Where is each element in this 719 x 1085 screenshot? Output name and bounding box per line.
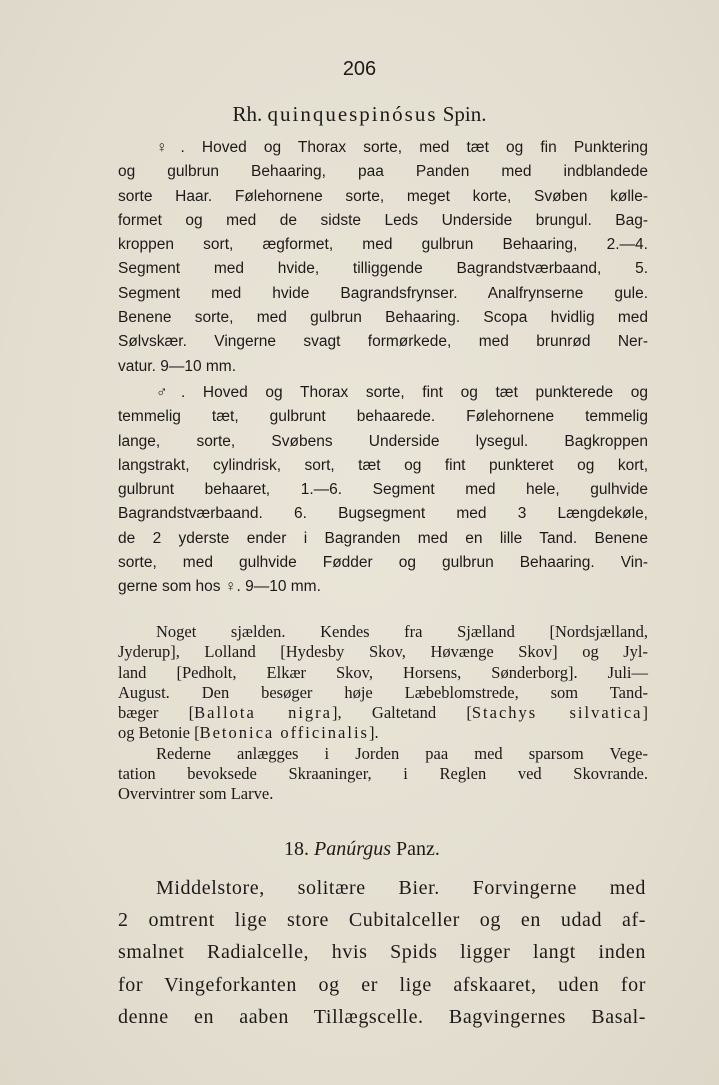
species-genus-abbrev: Rh. — [232, 102, 263, 126]
nesting-line: Overvintrer som Larve. — [118, 784, 274, 804]
page-number: 206 — [342, 58, 377, 80]
species-author: Spin. — [442, 102, 487, 126]
distribution-line: land [Pedholt, Elkær Skov, Horsens, Sønderborg]. Juli— — [118, 662, 648, 682]
plant-name-stachys: Stachys silvatica — [471, 703, 643, 723]
text-fragment: ], Galtetand [ — [332, 703, 472, 723]
text-fragment: og Betonie [ — [118, 723, 200, 743]
female-line: sorte Haar. Følehornene sorte, meget korte, Svøben kølle- — [118, 187, 648, 205]
genus-description-line: smalnet Radialcelle, hvis Spids ligger langt inden — [118, 941, 646, 964]
female-description — [118, 136, 648, 379]
male-line: langstrakt, cylindrisk, sort, tæt og fint punkteret og kort, — [118, 456, 648, 474]
plant-name-ballota: Ballota nigra — [194, 703, 332, 723]
plant-name-betonica: Betonica officinalis — [199, 723, 369, 743]
female-line: Benene sorte, med gulbrun Behaaring. Scopa hvidlig med — [118, 309, 648, 327]
text-fragment: bæger [ — [118, 703, 195, 723]
distribution-line — [118, 723, 648, 743]
male-line: ♂. Hoved og Thorax sorte, fint og tæt punkterede og — [156, 384, 648, 401]
text-fragment: ]. — [368, 723, 379, 743]
female-line: Segment med hvide, tilliggende Bagrandstværbaand, 5. — [118, 260, 648, 278]
genus-heading — [284, 838, 440, 861]
genus-description-line: for Vingeforkanten og er lige afskaaret, uden for — [118, 973, 646, 996]
female-line: kroppen sort, ægformet, med gulbrun Behaaring, 2.—4. — [118, 236, 648, 254]
genus-description-line: Middelstore, solitære Bier. Forvingerne med — [156, 877, 646, 899]
genus-description-line: denne en aaben Tillægscelle. Bagvingernes Basal- — [118, 1005, 646, 1028]
male-line: sorte, med gulhvide Fødder og gulbrun Behaaring. Vin- — [118, 554, 648, 572]
nesting-line: Rederne anlægges i Jorden paa med sparsom Vege- — [156, 743, 648, 763]
genus-description-line: 2 omtrent lige store Cubitalceller og en udad af- — [118, 909, 646, 932]
genus-number: 18. — [284, 838, 309, 860]
genus-author: Panz. — [396, 838, 440, 860]
distribution-line: Jyderup], Lolland [Hydesby Skov, Høvænge Skov] og Jyl- — [118, 642, 648, 662]
female-line: Segment med hvide Bagrandsfrynser. Analfrynserne gule. — [118, 284, 648, 302]
male-line: gerne som hos ♀. 9—10 mm. — [118, 578, 321, 596]
female-line: vatur. 9—10 mm. — [118, 357, 237, 375]
species-heading — [0, 102, 719, 127]
male-line: gulbrunt behaaret, 1.—6. Segment med hele, gulhvide — [118, 481, 648, 499]
female-line: og gulbrun Behaaring, paa Panden med indblandede — [118, 163, 648, 181]
species-epithet: quinquespinósus — [267, 102, 438, 126]
male-line: Bagrandstværbaand. 6. Bugsegment med 3 Længdekøle, — [118, 505, 648, 523]
male-line: lange, sorte, Svøbens Underside lysegul. Bagkroppen — [118, 432, 648, 450]
distribution-note — [118, 622, 648, 805]
male-line: de 2 yderste ender i Bagranden med en lille Tand. Benene — [118, 529, 648, 547]
male-description — [118, 381, 648, 600]
distribution-line: Noget sjælden. Kendes fra Sjælland [Nordsjælland, — [156, 622, 648, 641]
distribution-line: August. Den besøger høje Læbeblomstrede, som Tand- — [118, 682, 648, 702]
genus-description — [118, 872, 646, 1033]
female-line: formet og med de sidste Leds Underside brungul. Bag- — [118, 211, 648, 229]
text-fragment: ] — [642, 703, 648, 723]
distribution-line — [118, 703, 648, 723]
female-line: Sølvskær. Vingerne svagt formørkede, med brunrød Ner- — [118, 333, 648, 351]
female-line: ♀. Hoved og Thorax sorte, med tæt og fin Punktering — [156, 139, 648, 156]
nesting-line: tation bevoksede Skraaninger, i Reglen ved Skovrande. — [118, 764, 648, 784]
genus-name: Panúrgus — [314, 838, 392, 860]
male-line: temmelig tæt, gulbrunt behaarede. Følehornene temmelig — [118, 408, 648, 426]
